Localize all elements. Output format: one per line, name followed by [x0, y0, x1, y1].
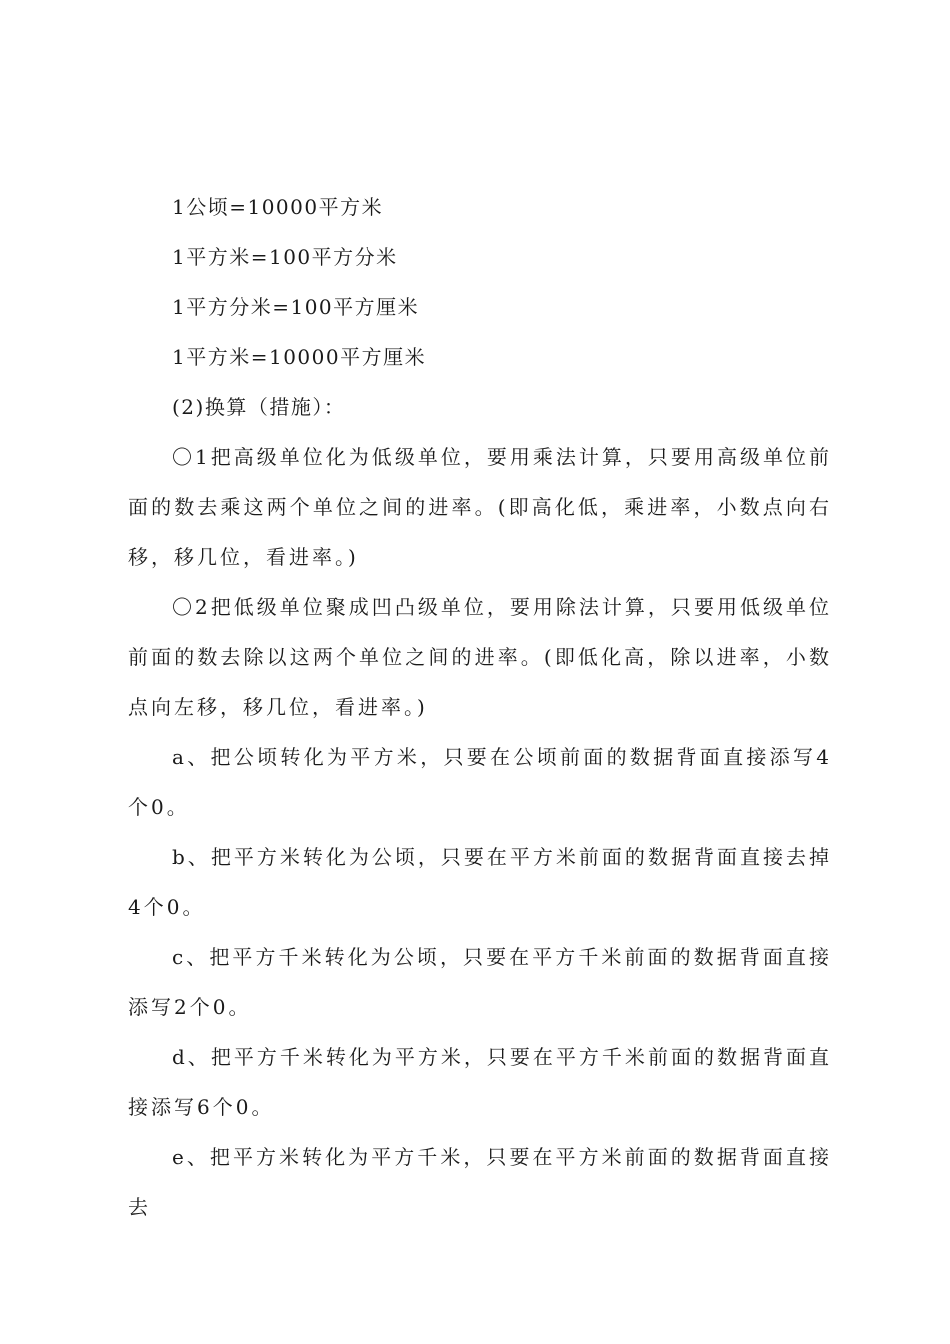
paragraph-high-to-low: 〇1把高级单位化为低级单位，要用乘法计算，只要用高级单位前面的数去乘这两个单位之间的进率。(即高化低，乘进率，小数点向右移，移几位，看进率。): [128, 445, 832, 569]
paragraph-square-kilometer-to-square-meter: d、把平方千米转化为平方米，只要在平方千米前面的数据背面直接添写6个0。: [128, 1045, 832, 1119]
conversion-line-square-centimeter: 1平方分米=100平方厘米: [172, 295, 420, 319]
paragraph-square-kilometer-to-hectare: c、把平方千米转化为公顷，只要在平方千米前面的数据背面直接添写2个0。: [128, 945, 832, 1019]
section-heading-conversion: (2)换算（措施）：: [172, 395, 346, 419]
conversion-line-hectare: 1公顷=10000平方米: [172, 195, 384, 219]
conversion-line-square-meter-centimeter: 1平方米=10000平方厘米: [172, 345, 427, 369]
document-body: [128, 182, 832, 1232]
conversion-line-square-decimeter: 1平方米=100平方分米: [172, 245, 398, 269]
paragraph-square-meter-to-square-kilometer: e、把平方米转化为平方千米，只要在平方米前面的数据背面直接去: [128, 1145, 832, 1219]
paragraph-low-to-high: 〇2把低级单位聚成凹凸级单位，要用除法计算，只要用低级单位前面的数去除以这两个单位之间的进率。(即低化高，除以进率，小数点向左移，移几位，看进率。): [128, 595, 832, 719]
paragraph-square-meter-to-hectare: b、把平方米转化为公顷，只要在平方米前面的数据背面直接去掉4个0。: [128, 845, 832, 919]
paragraph-hectare-to-square-meter: a、把公顷转化为平方米，只要在公顷前面的数据背面直接添写4个0。: [128, 745, 832, 819]
